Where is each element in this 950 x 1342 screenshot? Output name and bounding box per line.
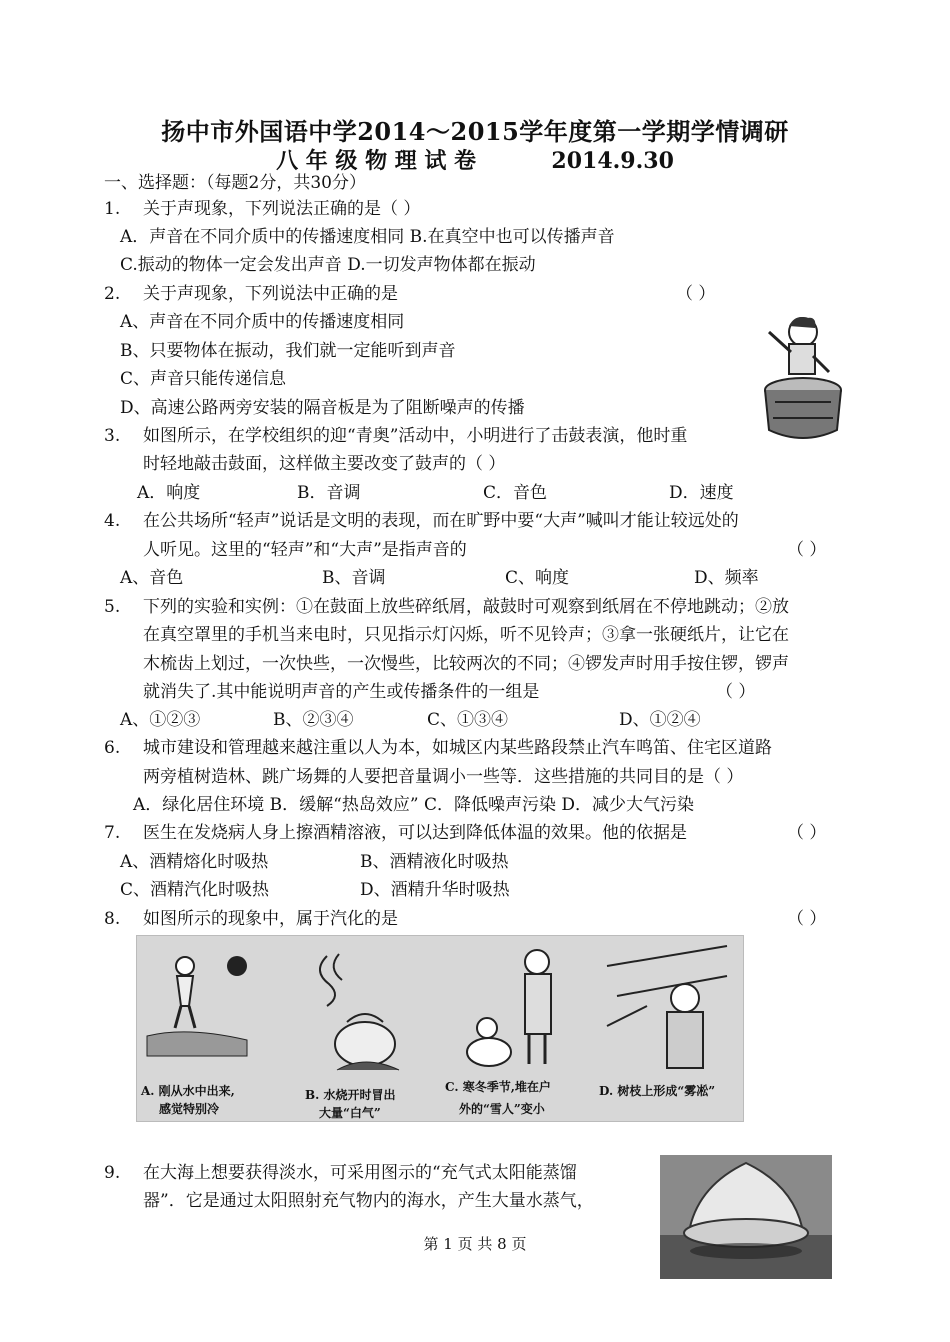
q8-caption-c2: 外的“雪人”变小 bbox=[459, 1102, 545, 1116]
q4-stem-line2: 人听见。这里的“轻声”和“大声”是指声音的 bbox=[143, 540, 467, 560]
q4-stem-line1: 在公共场所“轻声”说话是文明的表现，而在旷野中要“大声”喊叫才能让较远处的 bbox=[143, 511, 739, 531]
q8-stem: 如图所示的现象中，属于汽化的是 bbox=[143, 909, 398, 929]
q8-caption-b2: 大量“白气” bbox=[319, 1106, 381, 1120]
q7-option-a: A、酒精熔化时吸热 bbox=[120, 852, 269, 872]
q7-option-c: C、酒精汽化时吸热 bbox=[120, 880, 270, 900]
q3-stem-line1: 如图所示，在学校组织的迎“青奥”活动中，小明进行了击鼓表演，他时重 bbox=[143, 426, 688, 446]
q3-option-c: C．音色 bbox=[483, 483, 548, 503]
q8-caption-b1: B. 水烧开时冒出 bbox=[305, 1088, 396, 1102]
q9-stem-line2: 器”．它是通过太阳照射充气物内的海水，产生大量水蒸气， bbox=[143, 1191, 594, 1211]
page-footer: 第 1 页 共 8 页 bbox=[423, 1235, 527, 1253]
swimmer-illustration bbox=[147, 956, 247, 1056]
q5-option-a: A、①②③ bbox=[120, 710, 201, 730]
q8-figure-panel bbox=[136, 935, 744, 1122]
section-heading: 一、选择题：（每题2分，共30分） bbox=[104, 173, 366, 193]
q5-answer-paren: （ ） bbox=[716, 682, 756, 702]
q2-option-a: A、声音在不同介质中的传播速度相同 bbox=[120, 312, 405, 332]
q4-option-b: B、音调 bbox=[322, 568, 386, 588]
q8-caption-c1: C. 寒冬季节,堆在户 bbox=[445, 1080, 551, 1094]
q5-option-c: C、①③④ bbox=[427, 710, 509, 730]
q6-number: 6. bbox=[104, 738, 121, 758]
q5-option-b: B、②③④ bbox=[273, 710, 354, 730]
q4-option-a: A、音色 bbox=[120, 568, 184, 588]
q3-option-a: A．响度 bbox=[137, 483, 201, 503]
q7-option-d: D、酒精升华时吸热 bbox=[360, 880, 510, 900]
q8-caption-a1: A. 刚从水中出来, bbox=[141, 1084, 235, 1098]
q9-number: 9. bbox=[104, 1163, 121, 1183]
q2-option-b: B、只要物体在振动，我们就一定能听到声音 bbox=[120, 341, 456, 361]
q1-stem: 关于声现象，下列说法正确的是（ ） bbox=[143, 199, 421, 219]
solar-still-photo bbox=[660, 1155, 832, 1279]
kettle-illustration bbox=[320, 954, 399, 1070]
q4-option-d: D、频率 bbox=[694, 568, 759, 588]
rime-tree-illustration bbox=[607, 946, 727, 1068]
q6-stem-line1: 城市建设和管理越来越注重以人为本，如城区内某些路段禁止汽车鸣笛、住宅区道路 bbox=[143, 738, 772, 758]
snowman-illustration bbox=[467, 950, 551, 1066]
q7-stem: 医生在发烧病人身上擦酒精溶液，可以达到降低体温的效果。他的依据是 bbox=[143, 823, 687, 843]
q1-number: 1. bbox=[104, 199, 121, 219]
q1-options-cd: C.振动的物体一定会发出声音 D.一切发声物体都在振动 bbox=[120, 255, 536, 275]
q8-number: 8. bbox=[104, 909, 121, 929]
q4-number: 4. bbox=[104, 511, 121, 531]
q9-stem-line1: 在大海上想要获得淡水，可采用图示的“充气式太阳能蒸馏 bbox=[143, 1163, 577, 1183]
q7-number: 7. bbox=[104, 823, 121, 843]
q3-option-d: D．速度 bbox=[669, 483, 734, 503]
q5-stem-line2: 在真空罩里的手机当来电时，只见指示灯闪烁，听不见铃声；③拿一张硬纸片，让它在 bbox=[143, 625, 789, 645]
q4-option-c: C、响度 bbox=[505, 568, 570, 588]
q7-option-b: B、酒精液化时吸热 bbox=[360, 852, 509, 872]
q5-stem-line4: 就消失了.其中能说明声音的产生或传播条件的一组是 bbox=[143, 682, 540, 702]
q8-answer-paren: （ ） bbox=[787, 909, 827, 929]
q5-stem-line1: 下列的实验和实例：①在鼓面上放些碎纸屑，敲鼓时可观察到纸屑在不停地跳动；②放 bbox=[143, 597, 789, 617]
q8-caption-d1: D. 树枝上形成“雾凇” bbox=[599, 1084, 716, 1098]
q3-number: 3. bbox=[104, 426, 121, 446]
q2-stem: 关于声现象，下列说法中正确的是 bbox=[143, 284, 398, 304]
drum-boy-figure bbox=[755, 312, 851, 450]
q3-stem-line2: 时轻地敲击鼓面，这样做主要改变了鼓声的（ ） bbox=[143, 454, 506, 474]
q6-stem-line2: 两旁植树造林、跳广场舞的人要把音量调小一些等．这些措施的共同目的是（ ） bbox=[143, 767, 744, 787]
q8-caption-a2: 感觉特别冷 bbox=[159, 1102, 220, 1116]
q5-option-d: D、①②④ bbox=[619, 710, 701, 730]
q3-option-b: B．音调 bbox=[297, 483, 361, 503]
q5-number: 5. bbox=[104, 597, 121, 617]
subject-label: 八 年 级 物 理 试 卷 bbox=[276, 148, 477, 174]
q2-answer-paren: （ ） bbox=[676, 284, 716, 304]
q5-stem-line3: 木梳齿上划过，一次快些，一次慢些，比较两次的不同；④锣发声时用手按住锣，锣声 bbox=[143, 654, 789, 674]
q4-answer-paren: （ ） bbox=[787, 540, 827, 560]
q2-option-c: C、声音只能传递信息 bbox=[120, 369, 287, 389]
q2-option-d: D、高速公路两旁安装的隔音板是为了阻断噪声的传播 bbox=[120, 398, 525, 418]
exam-title: 扬中市外国语中学2014～2015学年度第一学期学情调研 bbox=[161, 117, 789, 146]
q1-options-ab: A．声音在不同介质中的传播速度相同 B.在真空中也可以传播声音 bbox=[120, 227, 615, 247]
q7-answer-paren: （ ） bbox=[787, 823, 827, 843]
q6-options: A．绿化居住环境 B．缓解“热岛效应” C．降低噪声污染 D．减少大气污染 bbox=[133, 795, 694, 815]
q2-number: 2. bbox=[104, 284, 121, 304]
exam-date: 2014.9.30 bbox=[551, 148, 674, 174]
